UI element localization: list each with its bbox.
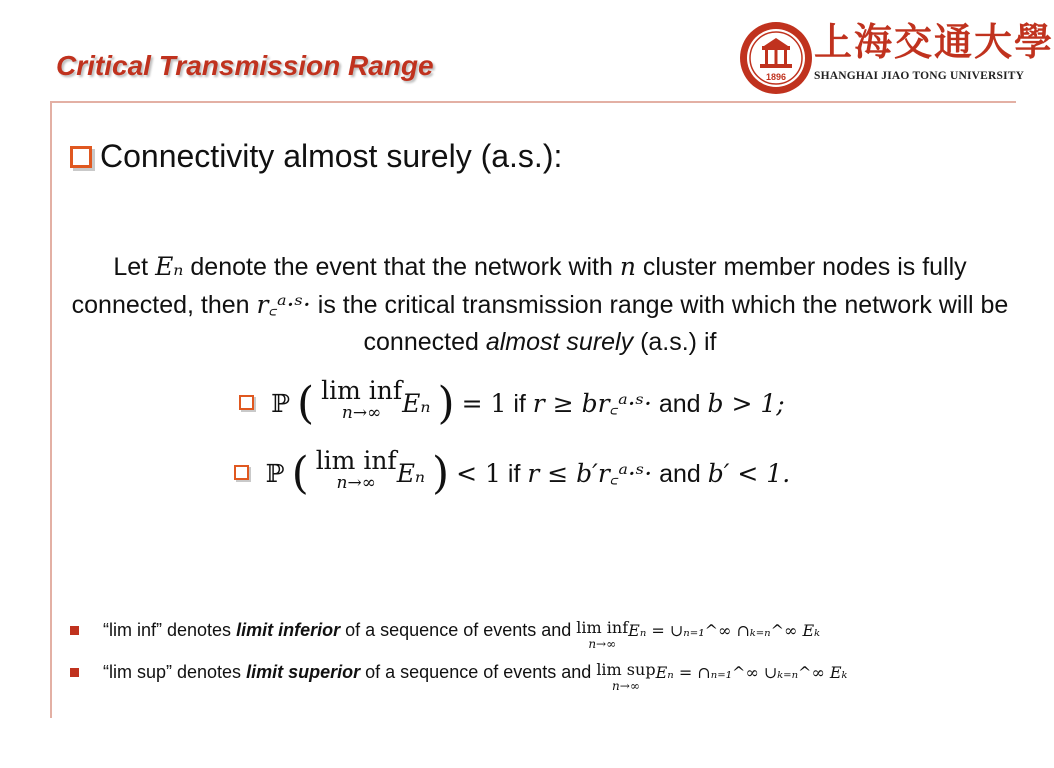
relation: < 1 xyxy=(456,459,501,488)
note-text: “lim sup” denotes xyxy=(103,662,242,682)
open-paren: ( xyxy=(296,378,315,429)
range-condition: r ≥ br꜀ᵃ·ˢ· xyxy=(532,389,652,418)
para-text: denote the event that the network with xyxy=(190,253,613,281)
university-logo xyxy=(738,19,1054,98)
lim-label: lim sup xyxy=(596,660,656,679)
n-symbol: n xyxy=(619,252,636,281)
seal-year: 1896 xyxy=(765,72,787,82)
lim-inf-operator xyxy=(576,620,628,650)
and-word: and xyxy=(658,390,701,418)
section-heading xyxy=(70,138,562,175)
checkbox-bullet-icon xyxy=(234,465,249,480)
lim-subscript: n→∞ xyxy=(588,637,617,651)
note-text: of a sequence of events and xyxy=(365,662,592,682)
range-condition: r ≤ b′r꜀ᵃ·ˢ· xyxy=(527,459,653,488)
para-text: Let xyxy=(113,253,149,281)
para-text: (a.s.) if xyxy=(640,328,717,356)
square-bullet-icon xyxy=(70,626,79,635)
event-symbol: Eₙ xyxy=(155,252,184,281)
and-word: and xyxy=(659,460,701,488)
note-term: limit inferior xyxy=(236,620,341,640)
event-symbol: Eₙ xyxy=(396,459,426,488)
university-chinese-name: 上海交通大學 xyxy=(814,19,1054,64)
lim-subscript: n→∞ xyxy=(341,403,382,423)
note-text: “lim inf” denotes xyxy=(103,620,232,640)
university-seal-icon xyxy=(738,20,814,96)
note-lim-inf xyxy=(70,620,820,650)
b-condition: b′ < 1. xyxy=(707,459,791,488)
lim-subscript: n→∞ xyxy=(612,679,640,693)
section-heading-text: Connectivity almost surely (a.s.): xyxy=(100,138,563,174)
range-symbol: r꜀ᵃ·ˢ· xyxy=(256,290,311,319)
condition-2 xyxy=(0,448,1024,499)
lim-subscript: n→∞ xyxy=(336,473,376,493)
checkbox-bullet-icon xyxy=(239,395,254,410)
note-term: limit superior xyxy=(246,662,361,682)
note-formula: Eₙ = ∩ₙ₌₁^∞ ∪ₖ₌ₙ^∞ Eₖ xyxy=(655,663,848,682)
emphasis-text: almost surely xyxy=(485,328,634,356)
lim-label: lim inf xyxy=(321,376,403,405)
university-english-name: SHANGHAI JIAO TONG UNIVERSITY xyxy=(814,70,1025,82)
lim-inf-operator xyxy=(321,378,402,422)
note-lim-sup xyxy=(70,662,847,692)
open-paren: ( xyxy=(291,448,309,499)
definition-paragraph xyxy=(62,248,1018,361)
lim-label: lim inf xyxy=(315,446,397,475)
square-bullet-icon xyxy=(70,668,79,677)
condition-1 xyxy=(0,378,1024,429)
close-paren: ) xyxy=(437,378,455,429)
note-formula: Eₙ = ∪ₙ₌₁^∞ ∩ₖ₌ₙ^∞ Eₖ xyxy=(628,621,820,640)
para-text: is the critical transmission range with which the network will be connected xyxy=(317,291,1009,356)
para-text: cluster member nodes is fully connected, then xyxy=(71,253,967,319)
relation: = 1 xyxy=(461,389,507,418)
b-condition: b > 1; xyxy=(707,389,785,418)
top-rule xyxy=(50,101,1016,103)
slide-title: Critical Transmission Range xyxy=(56,50,434,81)
probability-symbol: ℙ xyxy=(265,459,285,488)
if-word: if xyxy=(513,390,526,418)
if-word: if xyxy=(507,460,521,488)
lim-label: lim inf xyxy=(576,618,629,637)
lim-inf-operator xyxy=(316,448,397,492)
close-paren: ) xyxy=(432,448,450,499)
lim-sup-operator xyxy=(596,662,655,692)
event-symbol: Eₙ xyxy=(402,389,431,418)
checkbox-bullet-icon xyxy=(70,146,92,168)
probability-symbol: ℙ xyxy=(271,389,291,418)
note-text: of a sequence of events and xyxy=(345,620,572,640)
